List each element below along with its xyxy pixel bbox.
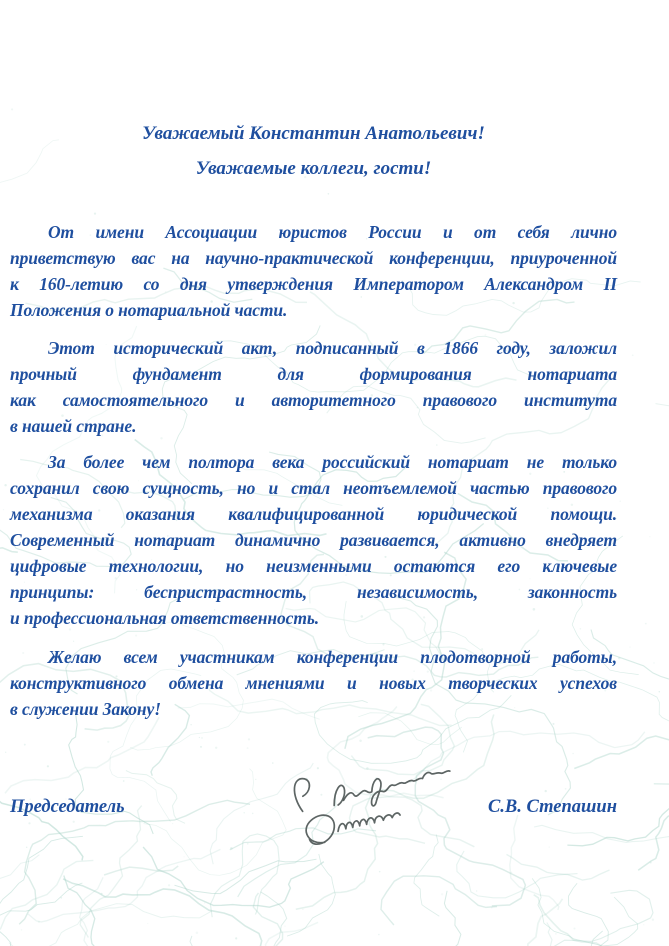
closing-row (10, 794, 617, 820)
paragraph (10, 335, 617, 439)
paragraph-line: прочный фундамент для формирования нотариата (10, 364, 617, 384)
paragraph-line: в служении Закону! (10, 699, 161, 719)
paragraph-line: За более чем полтора века российский нотариат не только (48, 452, 617, 472)
paragraph (10, 449, 617, 631)
paragraph-line: и профессиональная ответственность. (10, 608, 320, 628)
paragraph-line: сохранил свою сущность, но и стал неотъемлемой частью правового (10, 478, 617, 498)
signer-title: Председатель (10, 797, 125, 817)
paragraph-line: в нашей стране. (10, 416, 137, 436)
paragraph-line: От имени Ассоциации юристов России и от себя лично (48, 222, 617, 242)
paragraph-line: Современный нотариат динамично развивается, активно внедряет (10, 530, 617, 550)
paragraph (10, 219, 617, 323)
salutation-block (10, 116, 617, 186)
paragraph (10, 644, 617, 722)
paragraph-line: к 160-летию со дня утверждения Императором Александром II (10, 274, 617, 294)
paragraph-line: как самостоятельного и авторитетного правового института (10, 390, 617, 410)
signer-name: С.В. Степашин (487, 797, 617, 817)
paragraph-line: приветствую вас на научно-практической конференции, приуроченной (10, 248, 617, 268)
paragraph-line: механизма оказания квалифицированной юридической помощи. (10, 504, 617, 524)
salutation-line-1: Уважаемый Константин Анатольевич! (142, 123, 485, 144)
salutation-line-2: Уважаемые коллеги, гости! (195, 158, 432, 179)
paragraph-line: цифровые технологии, но неизменными остаются его ключевые (10, 556, 617, 576)
paragraph-line: Этот исторический акт, подписанный в 1866 году, заложил (48, 338, 617, 358)
letter-body (10, 219, 617, 722)
paragraph-line: принципы: беспристрастность, независимость, законность (10, 582, 617, 602)
paragraph-line: Желаю всем участникам конференции плодотворной работы, (48, 647, 617, 667)
paragraph-line: Положения о нотариальной части. (10, 300, 288, 320)
paragraph-line: конструктивного обмена мнениями и новых творческих успехов (10, 673, 617, 693)
